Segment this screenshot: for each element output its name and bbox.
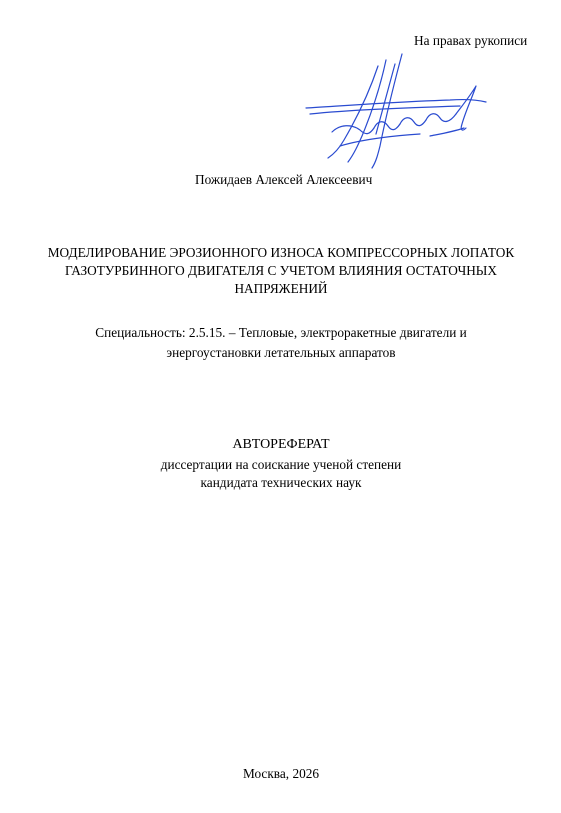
city-year: Москва, 2026	[242, 766, 320, 781]
specialty-line-2: энергоустановки летательных аппаратов	[166, 345, 396, 360]
manuscript-note: На правах рукописи	[414, 33, 528, 48]
signature-icon	[300, 50, 490, 170]
author-name: Пожидаев Алексей Алексеевич	[195, 172, 373, 187]
specialty	[30, 323, 532, 363]
abstract-line-1: диссертации на соискание ученой степени	[160, 457, 402, 472]
dissertation-title: МОДЕЛИРОВАНИЕ ЭРОЗИОННОГО ИЗНОСА КОМПРЕССОРНЫХ ЛОПАТОК ГАЗОТУРБИННОГО ДВИГАТЕЛЯ С УЧЕТОМ ВЛИЯНИЯ ОСТАТОЧНЫХ НАПРЯЖЕНИЙ	[47, 245, 515, 296]
abstract-block	[30, 436, 532, 492]
abstract-heading: АВТОРЕФЕРАТ	[232, 437, 330, 452]
abstract-line-2: кандидата технических наук	[200, 475, 362, 490]
specialty-line-1: Специальность: 2.5.15. – Тепловые, электроракетные двигатели и	[95, 325, 467, 340]
